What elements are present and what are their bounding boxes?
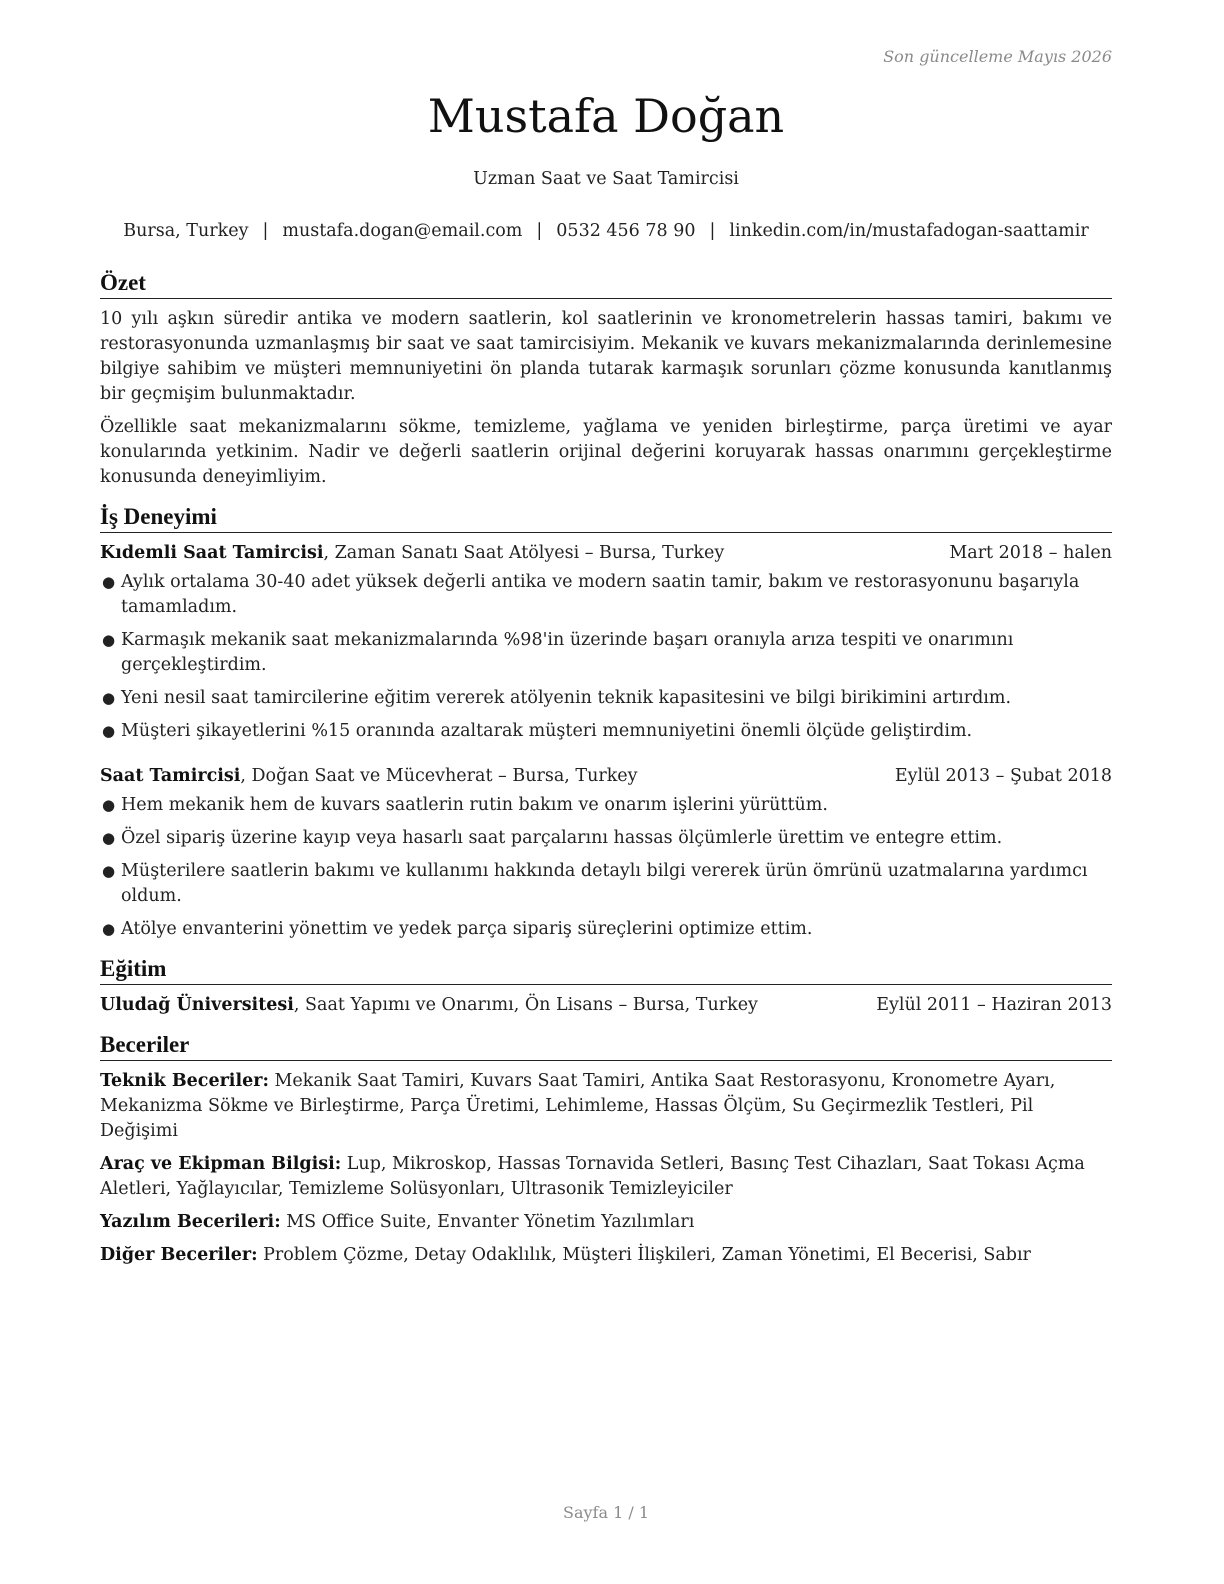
skill-label: Diğer Beceriler: bbox=[100, 1245, 258, 1265]
job-title: Uzman Saat ve Saat Tamircisi bbox=[473, 169, 739, 189]
list-item bbox=[100, 859, 1112, 909]
skill-label: Teknik Beceriler: bbox=[100, 1071, 269, 1091]
contact-separator: | bbox=[709, 221, 716, 241]
bullet-text: Müşteri şikayetlerini %15 oranında azaltarak müşteri memnuniyetini önemli ölçüde geliştirdim. bbox=[121, 721, 973, 741]
page-number: Sayfa 1 / 1 bbox=[562, 1503, 649, 1522]
job-header bbox=[100, 764, 1112, 789]
skill-value: Problem Çözme, Detay Odaklılık, Müşteri İlişkileri, Zaman Yönetimi, El Becerisi, Sabır bbox=[257, 1245, 1031, 1265]
bullet-icon: ● bbox=[102, 722, 116, 740]
job-role-org bbox=[100, 541, 724, 566]
job-dates: Mart 2018 – halen bbox=[949, 543, 1112, 563]
list-item bbox=[100, 628, 1112, 678]
section-title-summary: Özet bbox=[100, 268, 1112, 299]
skill-label: Yazılım Becerileri: bbox=[100, 1212, 281, 1232]
job-dates: Eylül 2013 – Şubat 2018 bbox=[894, 766, 1112, 786]
education-school-detail bbox=[100, 993, 758, 1018]
skill-label: Araç ve Ekipman Bilgisi: bbox=[100, 1154, 342, 1174]
job-role-org bbox=[100, 764, 638, 789]
skill-row bbox=[100, 1152, 1112, 1202]
summary-paragraph: Özellikle saat mekanizmalarını sökme, temizleme, yağlama ve yeniden birleştirme, parça üretimi ve ayar konularında yetkinim. Nadir ve değerli saatlerin orijinal değerini koruyarak hassas onarımını gerçekleştirme konusunda deneyimliyim. bbox=[100, 417, 1112, 487]
skill-value: Mekanik Saat Tamiri, Kuvars Saat Tamiri, Antika Saat Restorasyonu, Kronometre Ayarı, Mekanizma Sökme ve Birleştirme, Parça Üretimi, Lehimleme, Hassas Ölçüm, Su Geçirmezlik Testleri, Pil Değişimi bbox=[100, 1071, 1056, 1141]
job-entry bbox=[100, 541, 1112, 744]
bullet-text: Müşterilere saatlerin bakımı ve kullanımı hakkında detaylı bilgi vererek ürün ömrünü uzatmalarına yardımcı oldum. bbox=[121, 861, 1088, 906]
bullet-icon: ● bbox=[102, 631, 116, 649]
job-bullets bbox=[100, 793, 1112, 942]
bullet-text: Hem mekanik hem de kuvars saatlerin rutin bakım ve onarım işlerini yürüttüm. bbox=[121, 795, 828, 815]
person-name: Mustafa Doğan bbox=[427, 89, 785, 143]
skill-row bbox=[100, 1243, 1112, 1268]
list-item bbox=[100, 917, 1112, 942]
bullet-icon: ● bbox=[102, 689, 116, 707]
contact-separator: | bbox=[536, 221, 543, 241]
bullet-text: Yeni nesil saat tamircilerine eğitim vererek atölyenin teknik kapasitesini ve bilgi birikimini artırdım. bbox=[121, 688, 1012, 708]
resume-content bbox=[100, 268, 1112, 1276]
list-item bbox=[100, 793, 1112, 818]
education-school: Uludağ Üniversitesi bbox=[100, 995, 294, 1015]
job-org: , Doğan Saat ve Mücevherat – Bursa, Turkey bbox=[240, 766, 638, 786]
bullet-text: Aylık ortalama 30-40 adet yüksek değerli antika ve modern saatin tamir, bakım ve restorasyonunu başarıyla tamamladım. bbox=[121, 572, 1080, 617]
bullet-icon: ● bbox=[102, 796, 116, 814]
contact-linkedin[interactable]: linkedin.com/in/mustafadogan-saattamir bbox=[729, 221, 1089, 241]
list-item bbox=[100, 570, 1112, 620]
bullet-icon: ● bbox=[102, 920, 116, 938]
contact-phone[interactable]: 0532 456 78 90 bbox=[556, 221, 696, 241]
bullet-text: Özel sipariş üzerine kayıp veya hasarlı saat parçalarını hassas ölçümlerle ürettim ve entegre ettim. bbox=[121, 828, 1003, 848]
list-item bbox=[100, 719, 1112, 744]
summary-paragraph: 10 yılı aşkın süredir antika ve modern saatlerin, kol saatlerinin ve kronometrelerin hassas tamiri, bakımı ve restorasyonunda uzmanlaşmış bir saat ve saat tamircisiyim. Mekanik ve kuvars mekanizmalarında derinlemesine bilgiye sahibim ve müşteri memnuniyetini ön planda tutarak karmaşık sorunları çözme konusunda kanıtlanmış bir geçmişim bulunmaktadır. bbox=[100, 309, 1112, 404]
contact-line bbox=[0, 219, 1212, 244]
bullet-icon: ● bbox=[102, 862, 116, 880]
section-title-experience: İş Deneyimi bbox=[100, 502, 1112, 533]
bullet-icon: ● bbox=[102, 573, 116, 591]
bullet-icon: ● bbox=[102, 829, 116, 847]
contact-location: Bursa, Turkey bbox=[123, 221, 249, 241]
education-detail: , Saat Yapımı ve Onarımı, Ön Lisans – Bursa, Turkey bbox=[293, 995, 758, 1015]
job-entry bbox=[100, 764, 1112, 942]
contact-email[interactable]: mustafa.dogan@email.com bbox=[282, 221, 523, 241]
skill-row bbox=[100, 1069, 1112, 1144]
section-title-skills: Beceriler bbox=[100, 1030, 1112, 1061]
contact-separator: | bbox=[262, 221, 269, 241]
bullet-text: Atölye envanterini yönettim ve yedek parça sipariş süreçlerini optimize ettim. bbox=[121, 919, 813, 939]
list-item bbox=[100, 826, 1112, 851]
job-header bbox=[100, 541, 1112, 566]
job-role: Saat Tamircisi bbox=[100, 766, 241, 786]
last-updated: Son güncelleme Mayıs 2026 bbox=[883, 47, 1112, 66]
section-title-education: Eğitim bbox=[100, 954, 1112, 985]
bullet-text: Karmaşık mekanik saat mekanizmalarında %98'in üzerinde başarı oranıyla arıza tespiti ve onarımını gerçekleştirdim. bbox=[121, 630, 1014, 675]
skill-row bbox=[100, 1210, 1112, 1235]
skill-value: MS Office Suite, Envanter Yönetim Yazılımları bbox=[280, 1212, 695, 1232]
job-org: , Zaman Sanatı Saat Atölyesi – Bursa, Turkey bbox=[323, 543, 725, 563]
job-bullets bbox=[100, 570, 1112, 744]
education-entry bbox=[100, 993, 1112, 1018]
list-item bbox=[100, 686, 1112, 711]
skill-value: Lup, Mikroskop, Hassas Tornavida Setleri, Basınç Test Cihazları, Saat Tokası Açma Aletleri, Yağlayıcılar, Temizleme Solüsyonları, Ultrasonik Temizleyiciler bbox=[100, 1154, 1085, 1199]
education-dates: Eylül 2011 – Haziran 2013 bbox=[876, 995, 1112, 1015]
job-role: Kıdemli Saat Tamircisi bbox=[100, 543, 324, 563]
